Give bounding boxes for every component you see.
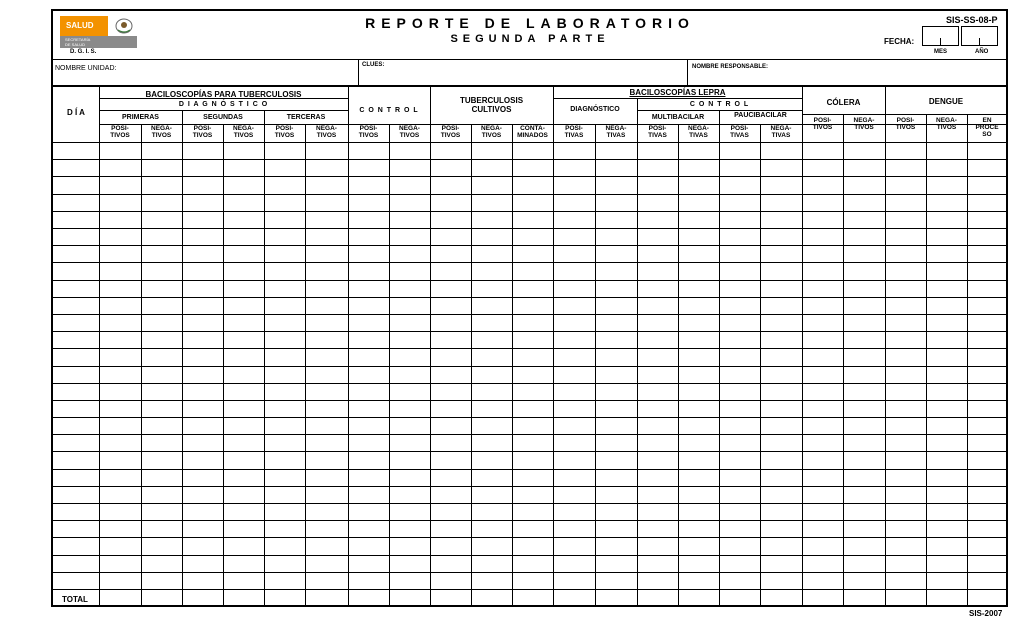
column-header: NEGA- TIVAS [688, 125, 709, 139]
table-row[interactable] [52, 572, 1007, 589]
colera-header: CÓLERA [826, 98, 861, 107]
column-header: POSI- TIVOS [812, 117, 833, 131]
secretaria-logo: SECRETARÍA DE SALUD [60, 36, 137, 48]
column-header: POSI- TIVOS [274, 125, 295, 139]
table-row[interactable] [52, 417, 1007, 434]
page-subtitle: SEGUNDA PARTE [450, 33, 610, 45]
column-header: POSI- TIVOS [358, 125, 379, 139]
responsable-label: NOMBRE RESPONSABLE: [692, 64, 769, 70]
dengue-header: DENGUE [928, 97, 964, 106]
mes-field[interactable] [922, 26, 959, 46]
column-header: POSI- TIVAS [730, 125, 749, 139]
column-header: POSI- TIVOS [110, 125, 130, 139]
table-row[interactable] [52, 142, 1007, 159]
table-row[interactable] [52, 194, 1007, 211]
lepra-group-header: BACILOSCOPÍAS LEPRA [629, 88, 726, 97]
anio-field[interactable] [961, 26, 998, 46]
column-header: NEGA- TIVAS [605, 125, 627, 139]
table-row[interactable] [52, 211, 1007, 228]
table-row[interactable] [52, 314, 1007, 331]
column-header: POSI- TIVAS [648, 125, 667, 139]
lepra-control-header: C O N T R O L [689, 101, 750, 108]
unidad-label: NOMBRE UNIDAD: [55, 65, 117, 72]
table-row[interactable] [52, 383, 1007, 400]
column-header: EN PROCE SO [975, 117, 999, 138]
dia-header: D Í A [67, 108, 85, 117]
column-header: POSI- TIVOS [895, 117, 916, 131]
table-row[interactable] [52, 400, 1007, 417]
mes-label: MES [934, 49, 948, 55]
dgis-label: D. G. I. S. [70, 49, 97, 55]
tb-cultivos-header: TUBERCULOSIS CULTIVOS [459, 96, 524, 114]
terceras-header: TERCERAS [286, 114, 326, 121]
table-row[interactable] [52, 555, 1007, 572]
responsable-input[interactable] [690, 72, 1006, 84]
column-header: NEGA- TIVOS [151, 125, 172, 139]
salud-logo: SALUD [60, 16, 108, 36]
table-row[interactable] [52, 469, 1007, 486]
table-row[interactable] [52, 159, 1007, 176]
anio-label: AÑO [975, 49, 989, 55]
clues-input[interactable] [361, 72, 685, 84]
form-code: SIS-SS-08-P [946, 15, 998, 25]
column-header: POSI- TIVAS [564, 125, 584, 139]
table-row[interactable] [52, 228, 1007, 245]
tb-control-header: C O N T R O L [359, 107, 419, 114]
table-row[interactable] [52, 537, 1007, 554]
clues-label: CLUES: [362, 62, 385, 68]
table-row[interactable] [52, 331, 1007, 348]
column-header: NEGA- TIVOS [936, 117, 957, 131]
column-header: CONTA- MINADOS [517, 125, 548, 139]
total-label: TOTAL [62, 595, 88, 604]
column-header: NEGA- TIVOS [233, 125, 254, 139]
table-row[interactable] [52, 245, 1007, 262]
table-row[interactable] [52, 348, 1007, 365]
column-header: NEGA- TIVOS [399, 125, 420, 139]
page-title: REPORTE DE LABORATORIO [365, 15, 695, 31]
table-row[interactable] [52, 280, 1007, 297]
column-header: NEGA- TIVOS [481, 125, 502, 139]
column-header: NEGA- TIVAS [770, 125, 792, 139]
primeras-header: PRIMERAS [122, 114, 159, 121]
tb-group-header: BACILOSCOPÍAS PARA TUBERCULOSIS [145, 90, 302, 99]
column-header: POSI- TIVOS [440, 125, 461, 139]
paucibacilar-header: PAUCIBACILAR [734, 112, 787, 119]
coat-of-arms-icon [111, 16, 136, 36]
table-row[interactable] [52, 366, 1007, 383]
table-row[interactable] [52, 503, 1007, 520]
segundas-header: SEGUNDAS [203, 114, 243, 121]
table-row[interactable] [52, 520, 1007, 537]
column-header: NEGA- TIVOS [316, 125, 337, 139]
total-row[interactable] [52, 590, 1007, 606]
table-row[interactable] [52, 297, 1007, 314]
column-header: POSI- TIVOS [192, 125, 213, 139]
fecha-label: FECHA: [884, 37, 915, 46]
table-row[interactable] [52, 176, 1007, 193]
lepra-diagnostico-header: DIAGNÓSTICO [570, 106, 620, 113]
table-row[interactable] [52, 451, 1007, 468]
multibacilar-header: MULTIBACILAR [651, 114, 705, 121]
tb-diagnostico-header: D I A G N Ó S T I C O [178, 101, 269, 108]
table-row[interactable] [52, 486, 1007, 503]
footer-code: SIS-2007 [969, 609, 1003, 618]
table-row[interactable] [52, 434, 1007, 451]
unidad-input[interactable] [54, 72, 356, 84]
column-header: NEGA- TIVOS [853, 117, 875, 131]
table-row[interactable] [52, 262, 1007, 279]
